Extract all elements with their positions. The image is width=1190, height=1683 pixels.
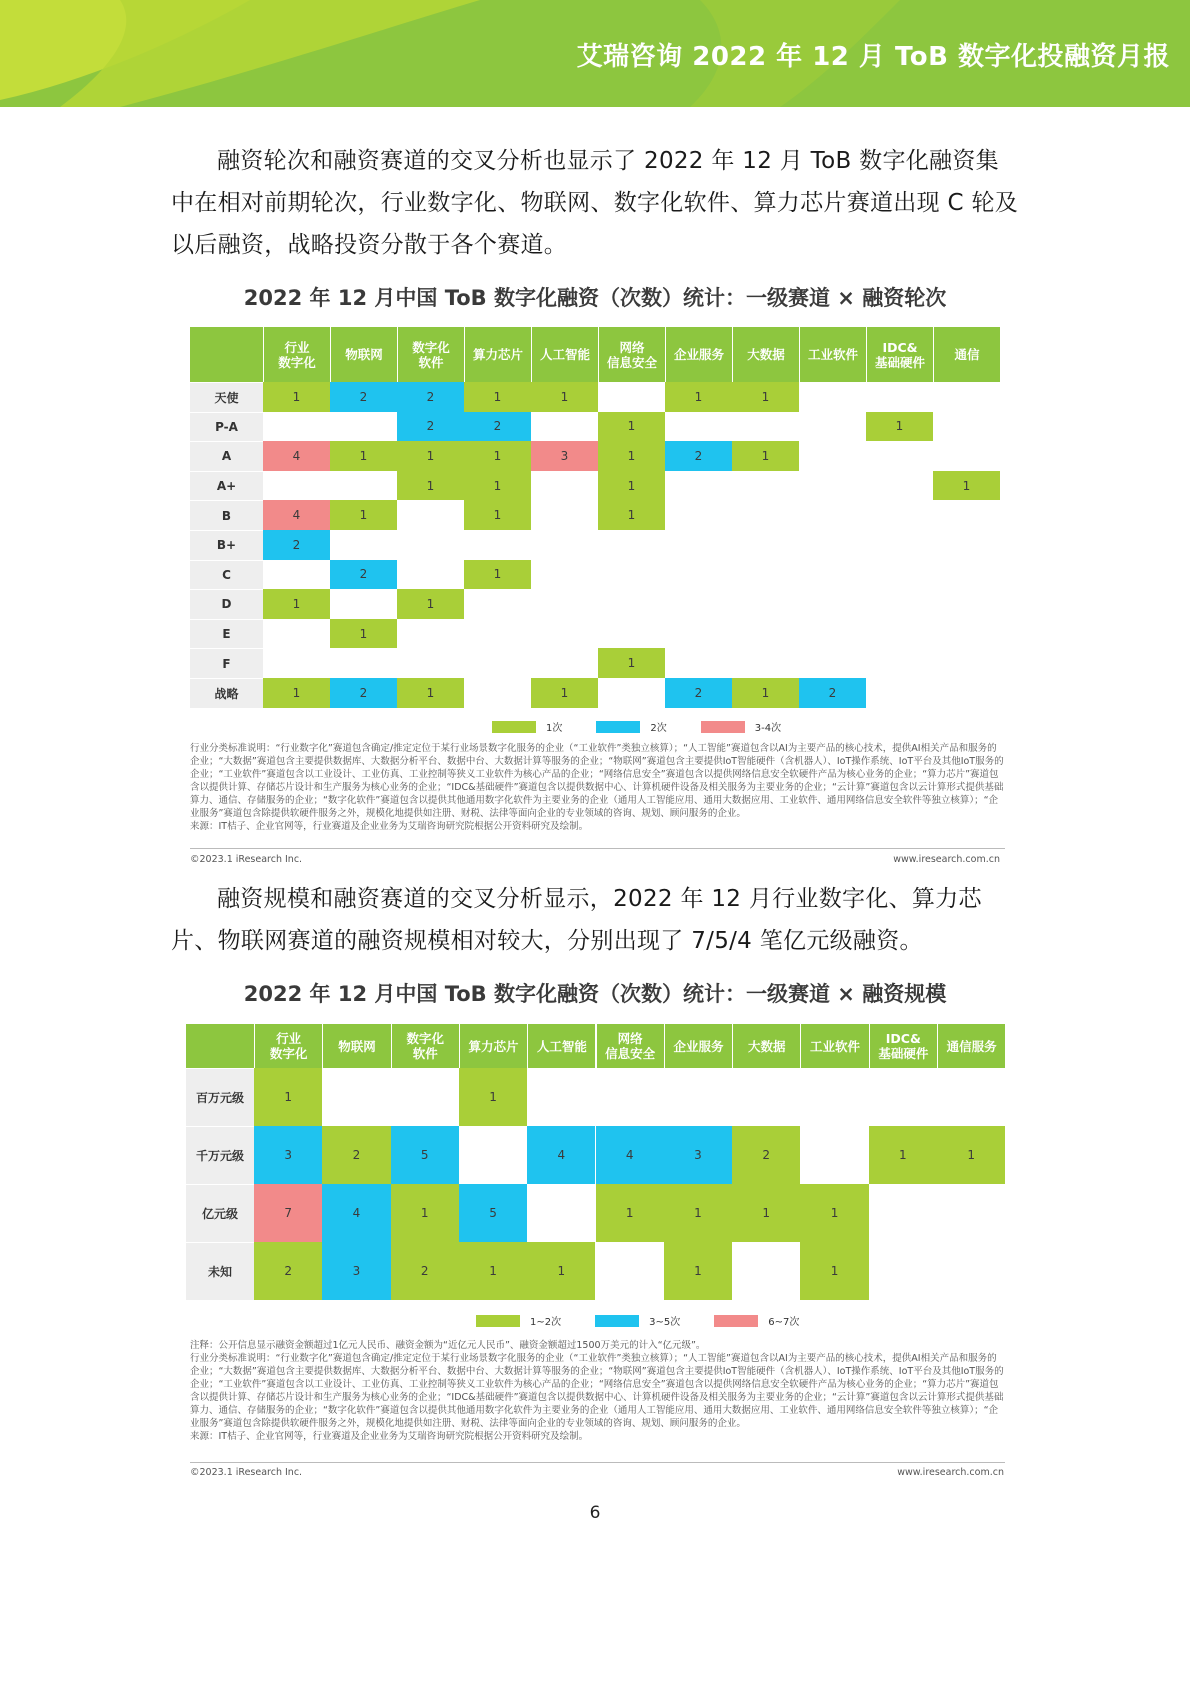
data-cell: 1 (263, 382, 330, 412)
chart1-title: 2022 年 12 月中国 ToB 数字化融资（次数）统计：一级赛道 × 融资轮次 (243, 286, 947, 310)
column-header: 大数据 (732, 1024, 800, 1068)
data-cell: 3 (322, 1242, 390, 1300)
data-cell: 1 (937, 1126, 1005, 1184)
row-label: E (190, 619, 263, 649)
data-cell: 2 (464, 412, 531, 442)
column-header: IDC& 基础硬件 (869, 1024, 937, 1068)
chart2-copyright: ©2023.1 iResearch Inc. (190, 1467, 303, 1478)
data-cell: 1 (866, 412, 933, 442)
data-cell: 5 (391, 1126, 459, 1184)
data-cell: 1 (800, 1242, 868, 1300)
column-header: 网络 信息安全 (596, 1024, 664, 1068)
chart1-note-source: 来源：IT桔子、企业官网等，行业赛道及企业业务为艾瑞咨询研究院根据公开资料研究及绘制。 (190, 821, 589, 832)
column-header: 人工智能 (531, 327, 598, 382)
row-label: 百万元级 (186, 1068, 254, 1126)
data-cell: 1 (664, 1242, 732, 1300)
column-header: 物联网 (322, 1024, 390, 1068)
data-cell: 2 (397, 412, 464, 442)
data-cell: 2 (665, 678, 732, 708)
legend-swatch (492, 721, 536, 733)
data-cell: 1 (933, 471, 1000, 501)
column-header: 人工智能 (527, 1024, 595, 1068)
legend-swatch (701, 721, 745, 733)
page-number: 6 (589, 1503, 601, 1523)
legend-swatch (596, 721, 640, 733)
data-cell: 4 (263, 500, 330, 530)
chart1-divider (190, 848, 1005, 849)
legend-swatch (714, 1315, 758, 1327)
data-cell: 1 (732, 1184, 800, 1242)
data-cell: 2 (263, 530, 330, 560)
row-label: 千万元级 (186, 1126, 254, 1184)
paragraph-1 (171, 140, 1021, 266)
chart2-legend (476, 1313, 833, 1328)
row-label: 亿元级 (186, 1184, 254, 1242)
data-cell: 1 (732, 678, 799, 708)
data-cell: 2 (732, 1126, 800, 1184)
column-header: 数字化 软件 (397, 327, 464, 382)
data-cell: 1 (665, 382, 732, 412)
legend-item (476, 1313, 561, 1328)
row-label: P-A (190, 412, 263, 442)
data-cell: 1 (391, 1184, 459, 1242)
row-label: 天使 (190, 382, 263, 412)
row-label: B (190, 500, 263, 530)
column-header: 物联网 (330, 327, 397, 382)
chart2-notes (190, 1339, 1005, 1443)
legend-item (714, 1313, 799, 1328)
legend-swatch (476, 1315, 520, 1327)
data-cell: 4 (263, 441, 330, 471)
data-cell: 3 (664, 1126, 732, 1184)
column-header: 行业 数字化 (263, 327, 330, 382)
data-cell: 1 (598, 471, 665, 501)
column-header: 算力芯片 (464, 327, 531, 382)
chart2-divider (190, 1462, 1005, 1463)
data-cell: 1 (598, 500, 665, 530)
legend-swatch (595, 1315, 639, 1327)
data-cell: 3 (254, 1126, 322, 1184)
paragraph-2-text: 融资规模和融资赛道的交叉分析显示，2022 年 12 月行业数字化、算力芯片、物联网赛道的融资规模相对较大，分别出现了 7/5/4 笔亿元级融资。 (171, 886, 982, 954)
data-cell: 2 (322, 1126, 390, 1184)
data-cell: 1 (397, 589, 464, 619)
data-cell: 2 (330, 382, 397, 412)
table-corner (186, 1024, 254, 1068)
data-cell: 3 (531, 441, 598, 471)
table-corner (190, 327, 263, 382)
data-cell: 2 (330, 560, 397, 590)
data-cell: 1 (459, 1068, 527, 1126)
data-cell: 4 (527, 1126, 595, 1184)
paragraph-1-text: 融资轮次和融资赛道的交叉分析也显示了 2022 年 12 月 ToB 数字化融资集中在相对前期轮次，行业数字化、物联网、数字化软件、算力芯片赛道出现 C 轮及以后融资，战略投资分散于各个赛道。 (171, 148, 1019, 258)
data-cell: 1 (531, 678, 598, 708)
data-cell: 4 (596, 1126, 664, 1184)
column-header: 工业软件 (799, 327, 866, 382)
data-cell: 1 (527, 1242, 595, 1300)
data-cell: 2 (665, 441, 732, 471)
data-cell: 4 (322, 1184, 390, 1242)
row-label: B+ (190, 530, 263, 560)
chart2-note-source: 来源：IT桔子、企业官网等，行业赛道及企业业务为艾瑞咨询研究院根据公开资料研究及绘制。 (190, 1431, 589, 1442)
column-header: 数字化 软件 (391, 1024, 459, 1068)
data-cell: 1 (664, 1184, 732, 1242)
column-header: 行业 数字化 (254, 1024, 322, 1068)
data-cell: 1 (263, 589, 330, 619)
legend-item (701, 719, 781, 734)
legend-label: 1~2次 (530, 1317, 562, 1328)
column-header: 通信 (933, 327, 1000, 382)
data-cell: 7 (254, 1184, 322, 1242)
report-title: 艾瑞咨询 2022 年 12 月 ToB 数字化投融资月报 (576, 42, 1170, 72)
data-cell: 2 (799, 678, 866, 708)
data-cell: 1 (464, 471, 531, 501)
row-label: A+ (190, 471, 263, 501)
legend-label: 3~5次 (649, 1317, 681, 1328)
data-cell: 1 (598, 648, 665, 678)
data-cell: 1 (464, 382, 531, 412)
legend-item (595, 1313, 680, 1328)
column-header: 工业软件 (800, 1024, 868, 1068)
row-label: C (190, 560, 263, 590)
data-cell: 1 (464, 560, 531, 590)
column-header: 网络 信息安全 (598, 327, 665, 382)
header-bar (0, 0, 1190, 107)
chart2-title: 2022 年 12 月中国 ToB 数字化融资（次数）统计：一级赛道 × 融资规模 (243, 982, 947, 1006)
data-cell: 1 (598, 441, 665, 471)
data-cell: 1 (397, 441, 464, 471)
data-cell: 1 (869, 1126, 937, 1184)
chart2-website: www.iresearch.com.cn (897, 1467, 1004, 1478)
column-header: 企业服务 (664, 1024, 732, 1068)
data-cell: 1 (459, 1242, 527, 1300)
data-cell: 1 (397, 471, 464, 501)
chart2-note-classification: 行业分类标准说明：“行业数字化”赛道包含确定/推定定位于某行业场景数字化服务的企业（“工业软件”类独立核算）；“人工智能”赛道包含以AI为主要产品的核心技术，提供AI相关产品和服务的企业；“大数据”赛道包含主要提供数据库、大数据分析平台、数据中台、大数据计算等服务的企业；“物联网”赛道包含主要提供IoT智能硬件（含机器人）、IoT操作系统、IoT平台及其他IoT服务的企业；“工业软件”赛道包含以工业设计、工业仿真、工业控制等狭义工业软件为核心产品的企业；“网络信息安全”赛道包含以提供网络信息安全软硬件产品为核心业务的企业；“算力芯片”赛道包含以提供计算、存储芯片设计和生产服务为核心业务的企业；“IDC&基础硬件”赛道包含以提供数据中心、计算机硬件设备及相关服务为主要业务的企业；“云计算”赛道包含以云计算形式提供基础算力、通信、存储服务的企业；“数字化软件”赛道包含以提供其他通用数字化软件为主要业务的企业（通用人工智能应用、通用大数据应用、工业软件、通用网络信息安全软件等独立核算）；“企业服务”赛道包含除提供软硬件服务之外，规模化地提供如注册、财税、法律等面向企业的专业领域的咨询、规划、顾问服务的企业。 (190, 1353, 1004, 1429)
data-cell: 1 (464, 441, 531, 471)
row-label: D (190, 589, 263, 619)
legend-label: 3-4次 (754, 723, 782, 734)
data-cell: 1 (397, 678, 464, 708)
data-cell: 1 (330, 441, 397, 471)
data-cell: 2 (397, 382, 464, 412)
paragraph-2 (171, 878, 1021, 962)
data-cell: 5 (459, 1184, 527, 1242)
data-cell: 1 (531, 382, 598, 412)
data-cell: 1 (800, 1184, 868, 1242)
data-cell: 1 (598, 412, 665, 442)
data-cell: 1 (732, 382, 799, 412)
row-label: F (190, 648, 263, 678)
legend-item (596, 719, 666, 734)
data-cell: 1 (330, 619, 397, 649)
data-cell: 2 (391, 1242, 459, 1300)
column-header: 大数据 (732, 327, 799, 382)
chart1-legend (492, 719, 815, 734)
data-cell: 1 (596, 1184, 664, 1242)
legend-item (492, 719, 562, 734)
column-header: 通信服务 (937, 1024, 1005, 1068)
data-cell: 1 (464, 500, 531, 530)
column-header: 算力芯片 (459, 1024, 527, 1068)
legend-label: 2次 (650, 723, 667, 734)
column-header: 企业服务 (665, 327, 732, 382)
data-cell: 1 (732, 441, 799, 471)
legend-label: 1次 (546, 723, 563, 734)
data-cell: 1 (263, 678, 330, 708)
chart1-notes (190, 742, 1005, 833)
chart1-website: www.iresearch.com.cn (893, 854, 1000, 865)
chart2-note-amount: 注释：公开信息显示融资金额超过1亿元人民币、融资金额为“近亿元人民币”、融资金额超过1500万美元的计入“亿元级”。 (190, 1340, 706, 1351)
chart1-copyright: ©2023.1 iResearch Inc. (190, 854, 303, 865)
row-label: 未知 (186, 1242, 254, 1300)
data-cell: 2 (254, 1242, 322, 1300)
row-label: 战略 (190, 678, 263, 708)
data-cell: 2 (330, 678, 397, 708)
column-header: IDC& 基础硬件 (866, 327, 933, 382)
data-cell: 1 (330, 500, 397, 530)
legend-label: 6~7次 (768, 1317, 800, 1328)
data-cell: 1 (254, 1068, 322, 1126)
row-label: A (190, 441, 263, 471)
chart1-note-classification: 行业分类标准说明：“行业数字化”赛道包含确定/推定定位于某行业场景数字化服务的企业（“工业软件”类独立核算）；“人工智能”赛道包含以AI为主要产品的核心技术，提供AI相关产品和服务的企业；“大数据”赛道包含主要提供数据库、大数据分析平台、数据中台、大数据计算等服务的企业；“物联网”赛道包含主要提供IoT智能硬件（含机器人）、IoT操作系统、IoT平台及其他IoT服务的企业；“工业软件”赛道包含以工业设计、工业仿真、工业控制等狭义工业软件为核心产品的企业；“网络信息安全”赛道包含以提供网络信息安全软硬件产品为核心业务的企业；“算力芯片”赛道包含以提供计算、存储芯片设计和生产服务为核心业务的企业；“IDC&基础硬件”赛道包含以提供数据中心、计算机硬件设备及相关服务为主要业务的企业；“云计算”赛道包含以云计算形式提供基础算力、通信、存储服务的企业；“数字化软件”赛道包含以提供其他通用数字化软件为主要业务的企业（通用人工智能应用、通用大数据应用、工业软件、通用网络信息安全软件等独立核算）；“企业服务”赛道包含除提供软硬件服务之外，规模化地提供如注册、财税、法律等面向企业的专业领域的咨询、规划、顾问服务的企业。 (190, 743, 1004, 819)
